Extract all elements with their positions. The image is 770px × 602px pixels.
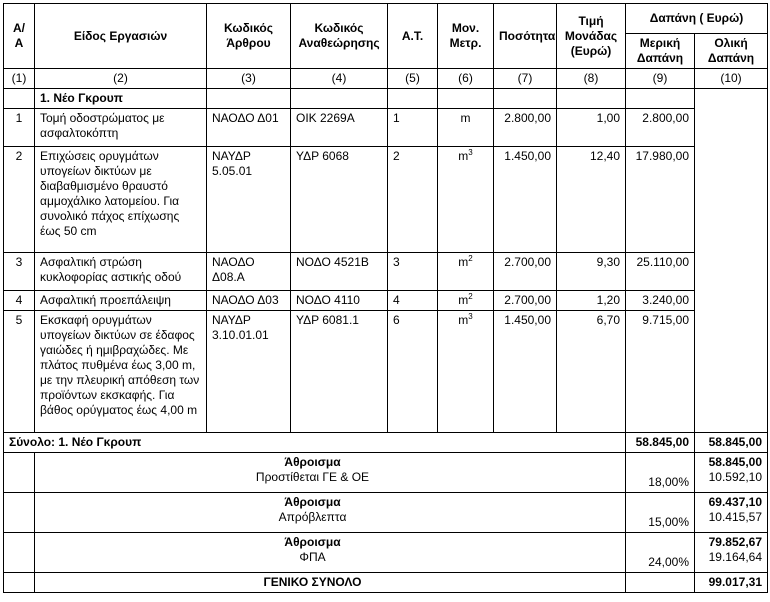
col-number: (1) bbox=[4, 69, 35, 89]
item-at: 4 bbox=[388, 291, 438, 311]
col-number: (6) bbox=[438, 69, 494, 89]
header-cost-group: Δαπάνη ( Ευρώ) bbox=[626, 4, 768, 34]
item-aa: 4 bbox=[4, 291, 35, 311]
item-revision-code: ΥΔΡ 6081.1 bbox=[291, 311, 388, 433]
item-article-code: ΝΑΟΔΟ Δ03 bbox=[207, 291, 291, 311]
summary-add-pct: 15,00% bbox=[626, 493, 695, 533]
group-total-label: Σύνολο: 1. Νέο Γκρουπ bbox=[4, 433, 626, 453]
item-row bbox=[4, 147, 768, 253]
grand-total-row bbox=[4, 573, 768, 593]
item-revision-code: ΝΟΔΟ 4521Β bbox=[291, 253, 388, 291]
summary-add-pct: 18,00% bbox=[626, 453, 695, 493]
item-aa: 1 bbox=[4, 109, 35, 147]
item-unit-price: 1,00 bbox=[557, 109, 626, 147]
summary-row bbox=[4, 493, 768, 533]
item-at: 6 bbox=[388, 311, 438, 433]
summary-values bbox=[695, 453, 768, 493]
grand-total-value: 99.017,31 bbox=[695, 573, 768, 593]
item-unit: m bbox=[438, 109, 494, 147]
col-number: (8) bbox=[557, 69, 626, 89]
item-quantity: 2.700,00 bbox=[494, 291, 557, 311]
summary-values bbox=[695, 493, 768, 533]
header-article-code: Κωδικός Άρθρου bbox=[207, 4, 291, 69]
item-partial-cost: 9.715,00 bbox=[626, 311, 695, 433]
budget-table bbox=[3, 3, 768, 593]
group-title-row bbox=[4, 89, 768, 109]
item-unit: $m^2$ bbox=[438, 291, 494, 311]
item-partial-cost: 2.800,00 bbox=[626, 109, 695, 147]
item-unit-price: 6,70 bbox=[557, 311, 626, 433]
summary-labels bbox=[35, 493, 626, 533]
item-quantity: 1.450,00 bbox=[494, 311, 557, 433]
item-description: Επιχώσεις ορυγμάτων υπογείων δικτύων με διαβαθμισμένο θραυστό αμμοχάλικο λατομείου. Για συνολικό πάχος επίχωσης έως 50 cm bbox=[35, 147, 207, 253]
item-aa: 3 bbox=[4, 253, 35, 291]
item-row bbox=[4, 291, 768, 311]
item-description: Ασφαλτική στρώση κυκλοφορίας αστικής οδού bbox=[35, 253, 207, 291]
item-unit-price: 1,20 bbox=[557, 291, 626, 311]
summary-labels bbox=[35, 453, 626, 493]
summary-add-label: Απρόβλεπτα bbox=[278, 510, 347, 524]
column-numbers-row bbox=[4, 69, 768, 89]
item-at: 2 bbox=[388, 147, 438, 253]
grand-total-label: ΓΕΝΙΚΟ ΣΥΝΟΛΟ bbox=[35, 573, 626, 593]
summary-add-pct: 24,00% bbox=[626, 533, 695, 573]
group-total-row bbox=[4, 433, 768, 453]
group-title: 1. Νέο Γκρουπ bbox=[35, 89, 207, 109]
col-number: (5) bbox=[388, 69, 438, 89]
item-aa: 5 bbox=[4, 311, 35, 433]
item-row bbox=[4, 311, 768, 433]
item-partial-cost: 17.980,00 bbox=[626, 147, 695, 253]
item-unit: $m^3$ bbox=[438, 311, 494, 433]
col-number: (2) bbox=[35, 69, 207, 89]
item-unit-price: 12,40 bbox=[557, 147, 626, 253]
item-row bbox=[4, 109, 768, 147]
summary-sum-value: 69.437,10 bbox=[708, 495, 763, 509]
summary-sum-label: Άθροισμα bbox=[284, 495, 341, 509]
item-aa: 2 bbox=[4, 147, 35, 253]
header-at: Α.Τ. bbox=[388, 4, 438, 69]
summary-add-value: 10.415,57 bbox=[708, 510, 763, 524]
summary-sum-value: 58.845,00 bbox=[708, 455, 763, 469]
header-unit: Μον. Μετρ. bbox=[438, 4, 494, 69]
item-at: 3 bbox=[388, 253, 438, 291]
item-article-code: ΝΑΥΔΡ 3.10.01.01 bbox=[207, 311, 291, 433]
header-row bbox=[4, 4, 768, 34]
header-partial-cost: Μερική Δαπάνη bbox=[626, 34, 695, 69]
summary-row bbox=[4, 453, 768, 493]
summary-add-value: 10.592,10 bbox=[708, 470, 763, 484]
summary-add-value: 19.164,64 bbox=[708, 550, 763, 564]
item-article-code: ΝΑΟΔΟ Δ01 bbox=[207, 109, 291, 147]
item-quantity: 2.700,00 bbox=[494, 253, 557, 291]
item-partial-cost: 3.240,00 bbox=[626, 291, 695, 311]
summary-add-label: ΦΠΑ bbox=[299, 550, 326, 564]
header-unit-price: Τιμή Μονάδας (Ευρώ) bbox=[557, 4, 626, 69]
item-unit: $m^2$ bbox=[438, 253, 494, 291]
group-total-partial: 58.845,00 bbox=[626, 433, 695, 453]
header-total-cost: Ολική Δαπάνη bbox=[695, 34, 768, 69]
col-number: (4) bbox=[291, 69, 388, 89]
summary-sum-label: Άθροισμα bbox=[284, 455, 341, 469]
col-number: (7) bbox=[494, 69, 557, 89]
item-quantity: 2.800,00 bbox=[494, 109, 557, 147]
col-number: (9) bbox=[626, 69, 695, 89]
item-unit-price: 9,30 bbox=[557, 253, 626, 291]
summary-sum-value: 79.852,67 bbox=[708, 535, 763, 549]
item-unit: $m^3$ bbox=[438, 147, 494, 253]
item-revision-code: ΝΟΔΟ 4110 bbox=[291, 291, 388, 311]
summary-add-label: Προστίθεται ΓΕ & ΟΕ bbox=[255, 470, 370, 484]
item-description: Τομή οδοστρώματος με ασφαλτοκόπτη bbox=[35, 109, 207, 147]
item-article-code: ΝΑΟΔΟ Δ08.Α bbox=[207, 253, 291, 291]
item-description: Εκσκαφή ορυγμάτων υπογείων δικτύων σε έδαφος γαιώδες ή ημιβραχώδες. Με πλάτος πυθμένα έως 3,00 m, με την πλευρική απόθεση των προϊόντων εκσκαφής. Για βάθος ορύγματος έως 4,00 m bbox=[35, 311, 207, 433]
item-partial-cost: 25.110,00 bbox=[626, 253, 695, 291]
summary-labels bbox=[35, 533, 626, 573]
group-total-total: 58.845,00 bbox=[695, 433, 768, 453]
item-description: Ασφαλτική προεπάλειψη bbox=[35, 291, 207, 311]
summary-sum-label: Άθροισμα bbox=[284, 535, 341, 549]
header-revision-code: Κωδικός Αναθεώρησης bbox=[291, 4, 388, 69]
col-number: (3) bbox=[207, 69, 291, 89]
col-number: (10) bbox=[695, 69, 768, 89]
header-aa: Α/Α bbox=[4, 4, 35, 69]
item-article-code: ΝΑΥΔΡ 5.05.01 bbox=[207, 147, 291, 253]
item-at: 1 bbox=[388, 109, 438, 147]
item-revision-code: ΥΔΡ 6068 bbox=[291, 147, 388, 253]
header-description: Είδος Εργασιών bbox=[35, 4, 207, 69]
item-revision-code: ΟΙΚ 2269Α bbox=[291, 109, 388, 147]
summary-row bbox=[4, 533, 768, 573]
header-quantity: Ποσότητα bbox=[494, 4, 557, 69]
summary-values bbox=[695, 533, 768, 573]
item-quantity: 1.450,00 bbox=[494, 147, 557, 253]
item-row bbox=[4, 253, 768, 291]
